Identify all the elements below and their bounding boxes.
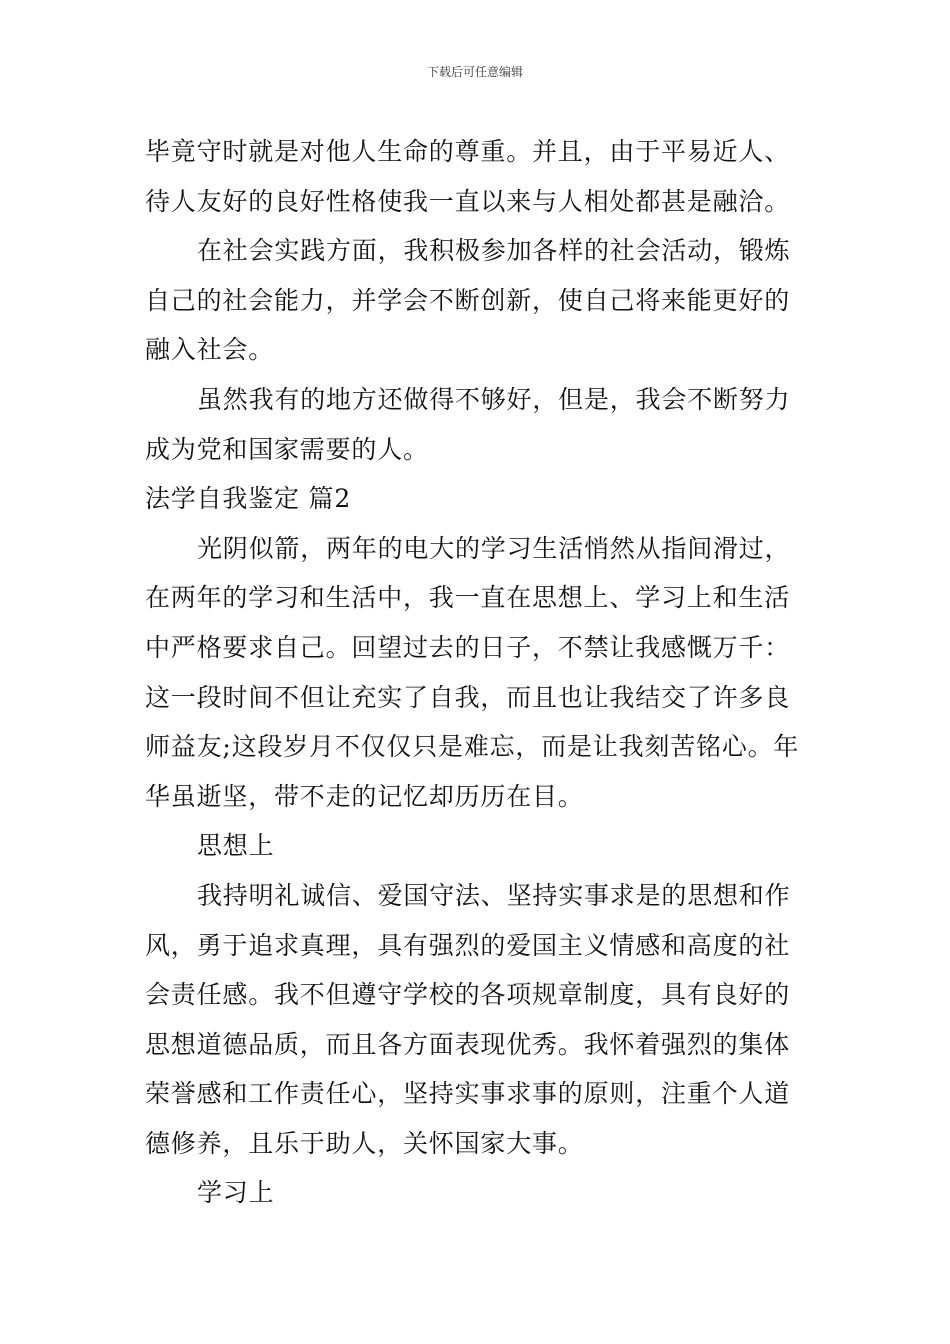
text-line: 荣誉感和工作责任心，坚持实事求事的原则，注重个人道 <box>145 1079 791 1109</box>
paragraph-improvement <box>145 375 810 474</box>
page-header: 下载后可任意编辑 <box>426 65 523 79</box>
paragraph-thought <box>145 871 810 1169</box>
text-line: 在两年的学习和生活中，我一直在思想上、学习上和生活 <box>145 583 791 613</box>
paragraph-intro <box>145 524 810 822</box>
text-line: 中严格要求自己。回望过去的日子，不禁让我感慨万千： <box>145 632 791 662</box>
paragraph-social-practice <box>145 226 810 375</box>
text-line: 待人友好的良好性格使我一直以来与人相处都甚是融洽。 <box>145 186 791 216</box>
text-line: 会责任感。我不但遵守学校的各项规章制度，具有良好的 <box>145 980 791 1010</box>
text-line: 成为党和国家需要的人。 <box>145 434 429 464</box>
text-line: 毕竟守时就是对他人生命的尊重。并且，由于平易近人、 <box>145 137 791 166</box>
text-line: 自己的社会能力，并学会不断创新，使自己将来能更好的 <box>145 285 791 315</box>
subheading-thought: 思想上 <box>197 831 275 861</box>
text-line: 我持明礼诚信、爱国守法、坚持实事求是的思想和作 <box>197 880 791 910</box>
subheading-study: 学习上 <box>197 1178 275 1208</box>
text-line: 这一段时间不但让充实了自我，而且也让我结交了许多良 <box>145 682 791 712</box>
paragraph-continuation <box>145 127 810 226</box>
text-line: 融入社会。 <box>145 335 275 365</box>
text-line: 风，勇于追求真理，具有强烈的爱国主义情感和高度的社 <box>145 930 791 960</box>
text-line: 德修养，且乐于助人，关怀国家大事。 <box>145 1128 584 1158</box>
text-line: 思想道德品质，而且各方面表现优秀。我怀着强烈的集体 <box>145 1029 791 1059</box>
document-body <box>145 127 810 1218</box>
text-line: 虽然我有的地方还做得不够好，但是，我会不断努力 <box>197 384 791 414</box>
section-title: 法学自我鉴定 篇2 <box>145 484 352 514</box>
text-line: 华虽逝坚，带不走的记忆却历历在目。 <box>145 781 584 811</box>
text-line: 在社会实践方面，我积极参加各样的社会活动，锻炼 <box>197 236 791 266</box>
text-line: 师益友;这段岁月不仅仅只是难忘，而是让我刻苦铭心。年 <box>145 732 800 762</box>
text-line: 光阴似箭，两年的电大的学习生活悄然从指间滑过， <box>197 533 791 563</box>
